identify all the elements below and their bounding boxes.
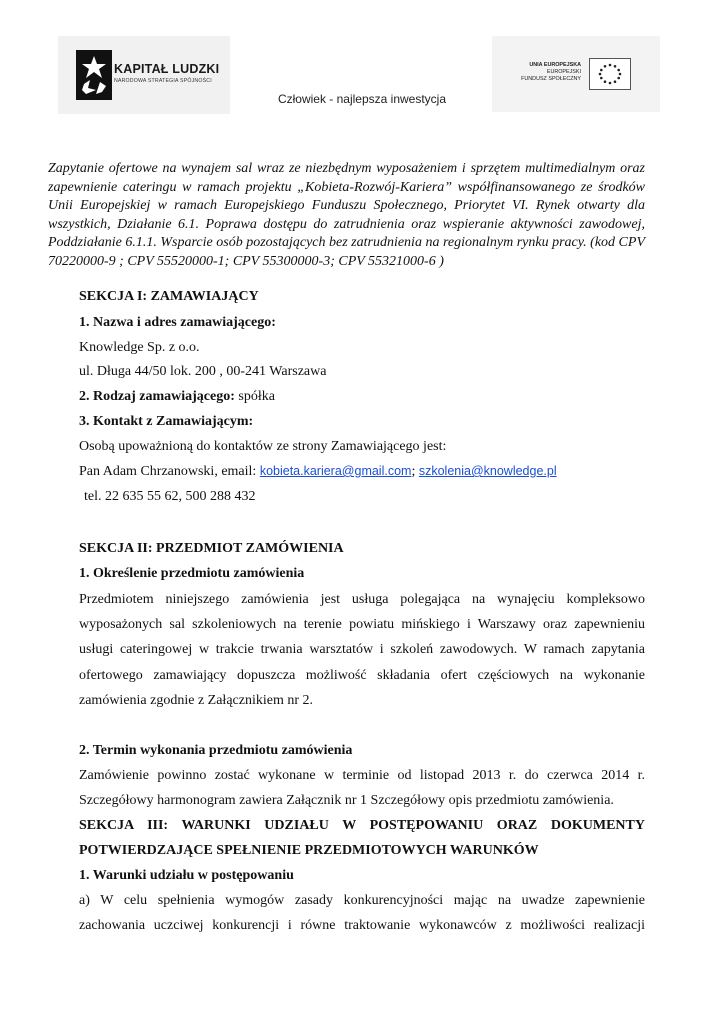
deadline-line2: Szczegółowy harmonogram zawiera Załącznik nr 1 Szczegółowy opis przedmiotu zamówienia. xyxy=(79,793,614,808)
eu-logo-line3: FUNDUSZ SPOŁECZNY xyxy=(521,76,581,82)
eu-flag-icon xyxy=(589,58,631,90)
orderer-type-value: spółka xyxy=(234,389,275,404)
orderer-name: Knowledge Sp. z o.o. xyxy=(79,340,200,355)
section2-heading-subject: 1. Określenie przedmiotu zamówienia xyxy=(79,566,305,581)
contact-phone: tel. 22 635 55 62, 500 288 432 xyxy=(84,489,256,504)
email-link-kobieta-kariera[interactable]: kobieta.kariera@gmail.com xyxy=(259,464,412,478)
logo-title: KAPITAŁ LUDZKI xyxy=(114,62,220,76)
orderer-type-label: 2. Rodzaj zamawiającego: xyxy=(79,389,235,404)
section2-heading-deadline: 2. Termin wykonania przedmiotu zamówienia xyxy=(79,743,353,758)
section3-title-line2: POTWIERDZAJĄCE SPEŁNIENIE PRZEDMIOTOWYCH WARUNKÓW xyxy=(79,843,539,858)
section1-title: SEKCJA I: ZAMAWIAJĄCY xyxy=(79,289,259,304)
section1-heading-contact: 3. Kontakt z Zamawiającym: xyxy=(79,414,254,429)
email-link-szkolenia[interactable]: szkolenia@knowledge.pl xyxy=(418,464,557,478)
deadline-line1: Zamówienie powinno zostać wykonane w terminie od listopad 2013 r. do czerwca 2014 r. xyxy=(79,768,645,783)
conditions-line1: a) W celu spełnienia wymogów zasady konkurencyjności mając na uwadze zapewnienie xyxy=(79,893,645,908)
section3-heading-conditions: 1. Warunki udziału w postępowaniu xyxy=(79,868,294,883)
section3-title-line1: SEKCJA III: WARUNKI UDZIAŁU W POSTĘPOWANIU ORAZ DOKUMENTY xyxy=(79,818,645,833)
eu-logo-line2: EUROPEJSKI xyxy=(546,69,581,75)
header-tagline: Człowiek - najlepsza inwestycja xyxy=(277,92,447,106)
contact-intro: Osobą upoważnioną do kontaktów ze strony Zamawiającego jest: xyxy=(79,439,447,454)
subject-paragraph: Przedmiotem niniejszego zamówienia jest usługa polegająca na wynajęciu kompleksowo wyposażonych sal szkoleniowych na terenie powiatu mińskiego i Warszawy oraz zapewnieniu usługi cateringowej w trakcie trwania warsztatów i szkoleń zawodowych. W ramach zapytania ofertowego zamawiający dopuszcza możliwość składania ofert częściowych na wykonanie zamówienia zgodnie z Załącznikiem nr 2. xyxy=(79,592,645,708)
logo-subtitle: NARODOWA STRATEGIA SPÓJNOŚCI xyxy=(114,78,212,84)
contact-person: Pan Adam Chrzanowski, email: xyxy=(79,464,260,479)
section1-heading-name-address: 1. Nazwa i adres zamawiającego: xyxy=(79,315,276,330)
orderer-type-line xyxy=(79,389,275,405)
section2-title: SEKCJA II: PRZEDMIOT ZAMÓWIENIA xyxy=(79,541,344,556)
email-separator: ; xyxy=(411,464,419,479)
orderer-address: ul. Długa 44/50 lok. 200 , 00-241 Warszawa xyxy=(79,364,327,379)
eu-logo-line1: UNIA EUROPEJSKA xyxy=(529,62,581,68)
intro-paragraph: Zapytanie ofertowe na wynajem sal wraz ze niezbędnym wyposażeniem i sprzętem multimedialnym oraz zapewnienie cateringu w ramach projektu „Kobieta-Rozwój-Kariera” współfinansowanego ze środków Unii Europejskiej w ramach Europejskiego Funduszu Społecznego, Priorytet VI. Rynek otwarty dla wszystkich, Działanie 6.1. Poprawa dostępu do zatrudnienia oraz wspieranie aktywności zawodowej, Poddziałanie 6.1.1. Wsparcie osób pozostających bez zatrudnienia na regionalnym rynku pracy. (kod CPV 70220000-9 ; CPV 55520000-1; CPV 55300000-3; CPV 55321000-6 ) xyxy=(48,161,645,269)
conditions-line2: zachowania uczciwej konkurencji i równe traktowanie wykonawców z możliwości realizacji xyxy=(79,918,645,933)
contact-line xyxy=(79,464,557,480)
